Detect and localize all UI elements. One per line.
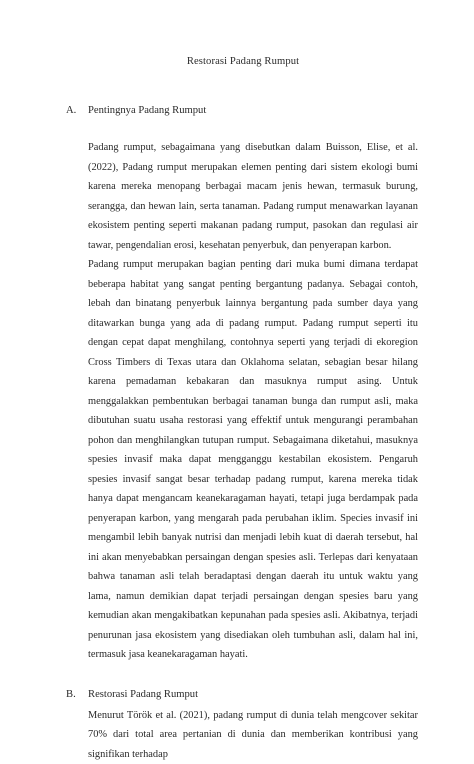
section-marker: B. [66, 689, 82, 700]
section-heading-text: Pentingnya Padang Rumput [88, 105, 206, 116]
paragraph: Padang rumput, sebagaimana yang disebutkan dalam Buisson, Elise, et al. (2022), Padang rumput merupakan elemen penting dari sistem ekologi bumi karena mereka menopang berbagai macam jenis hewan, termasuk burung, serangga, dan hewan lain, serta tanaman. Padang rumput menawarkan layanan ekosistem penting seperti makanan padang rumput, pasokan dan regulasi air tawar, pengendalian erosi, kesehatan penyerbuk, dan penyerapan karbon. [88, 138, 418, 255]
paragraph: Padang rumput merupakan bagian penting dari muka bumi dimana terdapat beberapa habitat yang sangat penting bergantung padanya. Sebagai contoh, lebah dan binatang penyerbuk lainnya bergantung pada sumber daya yang ditawarkan bunga yang ada di padang rumput. Padang rumput seperti itu dengan cepat dapat menghilang, contohnya seperti yang terjadi di ekoregion Cross Timbers di Texas utara dan Oklahoma selatan, sebagian besar hilang karena pemadaman kebakaran dan masuknya rumput asing. Untuk menggalakkan pembentukan berbagai tanaman bunga dan rumput asli, maka dibutuhan suatu usaha restorasi yang effektif untuk mengurangi perambahan pohon dan menghilangkan tutupan rumput. Sebagaimana diketahui, masuknya spesies invasif maka dapat mengganggu kestabilan ekosistem. Pengaruh spesies invasif sangat besar terhadap padang rumput, karena mereka tidak hanya dapat mengancam keanekaragaman hayati, tetapi juga berdampak pada penyerapan karbon, yang mengarah pada perubahan iklim. Species invasif ini mengambil lebih banyak nutrisi dan menjadi lebih kuat di daerah tersebut, hal ini akan menyebabkan persaingan dengan spesies asli. Terlepas dari kenyataan bahwa tanaman asli telah beradaptasi dengan daerah itu untuk waktu yang lama, namun demikian dapat terjadi persaingan dengan spesies baru yang kemudian akan mengakibatkan kepunahan pada spesies asli. Akibatnya, terjadi penurunan jasa ekosistem yang disediakan oleh tumbuhan asli, dalam hal ini, termasuk jasa keanekaragaman hayati. [88, 255, 418, 665]
section-heading [88, 105, 418, 116]
section-a [88, 105, 418, 665]
paragraph: Menurut Török et al. (2021), padang rumput di dunia telah mengcover sekitar 70% dari total area pertanian di dunia dan memberikan kontribusi yang signifikan terhadap [88, 706, 418, 764]
section-heading-text: Restorasi Padang Rumput [88, 689, 198, 700]
section-b [88, 689, 418, 764]
document-title: Restorasi Padang Rumput [88, 56, 418, 67]
section-heading [88, 689, 418, 700]
section-marker: A. [66, 105, 82, 116]
